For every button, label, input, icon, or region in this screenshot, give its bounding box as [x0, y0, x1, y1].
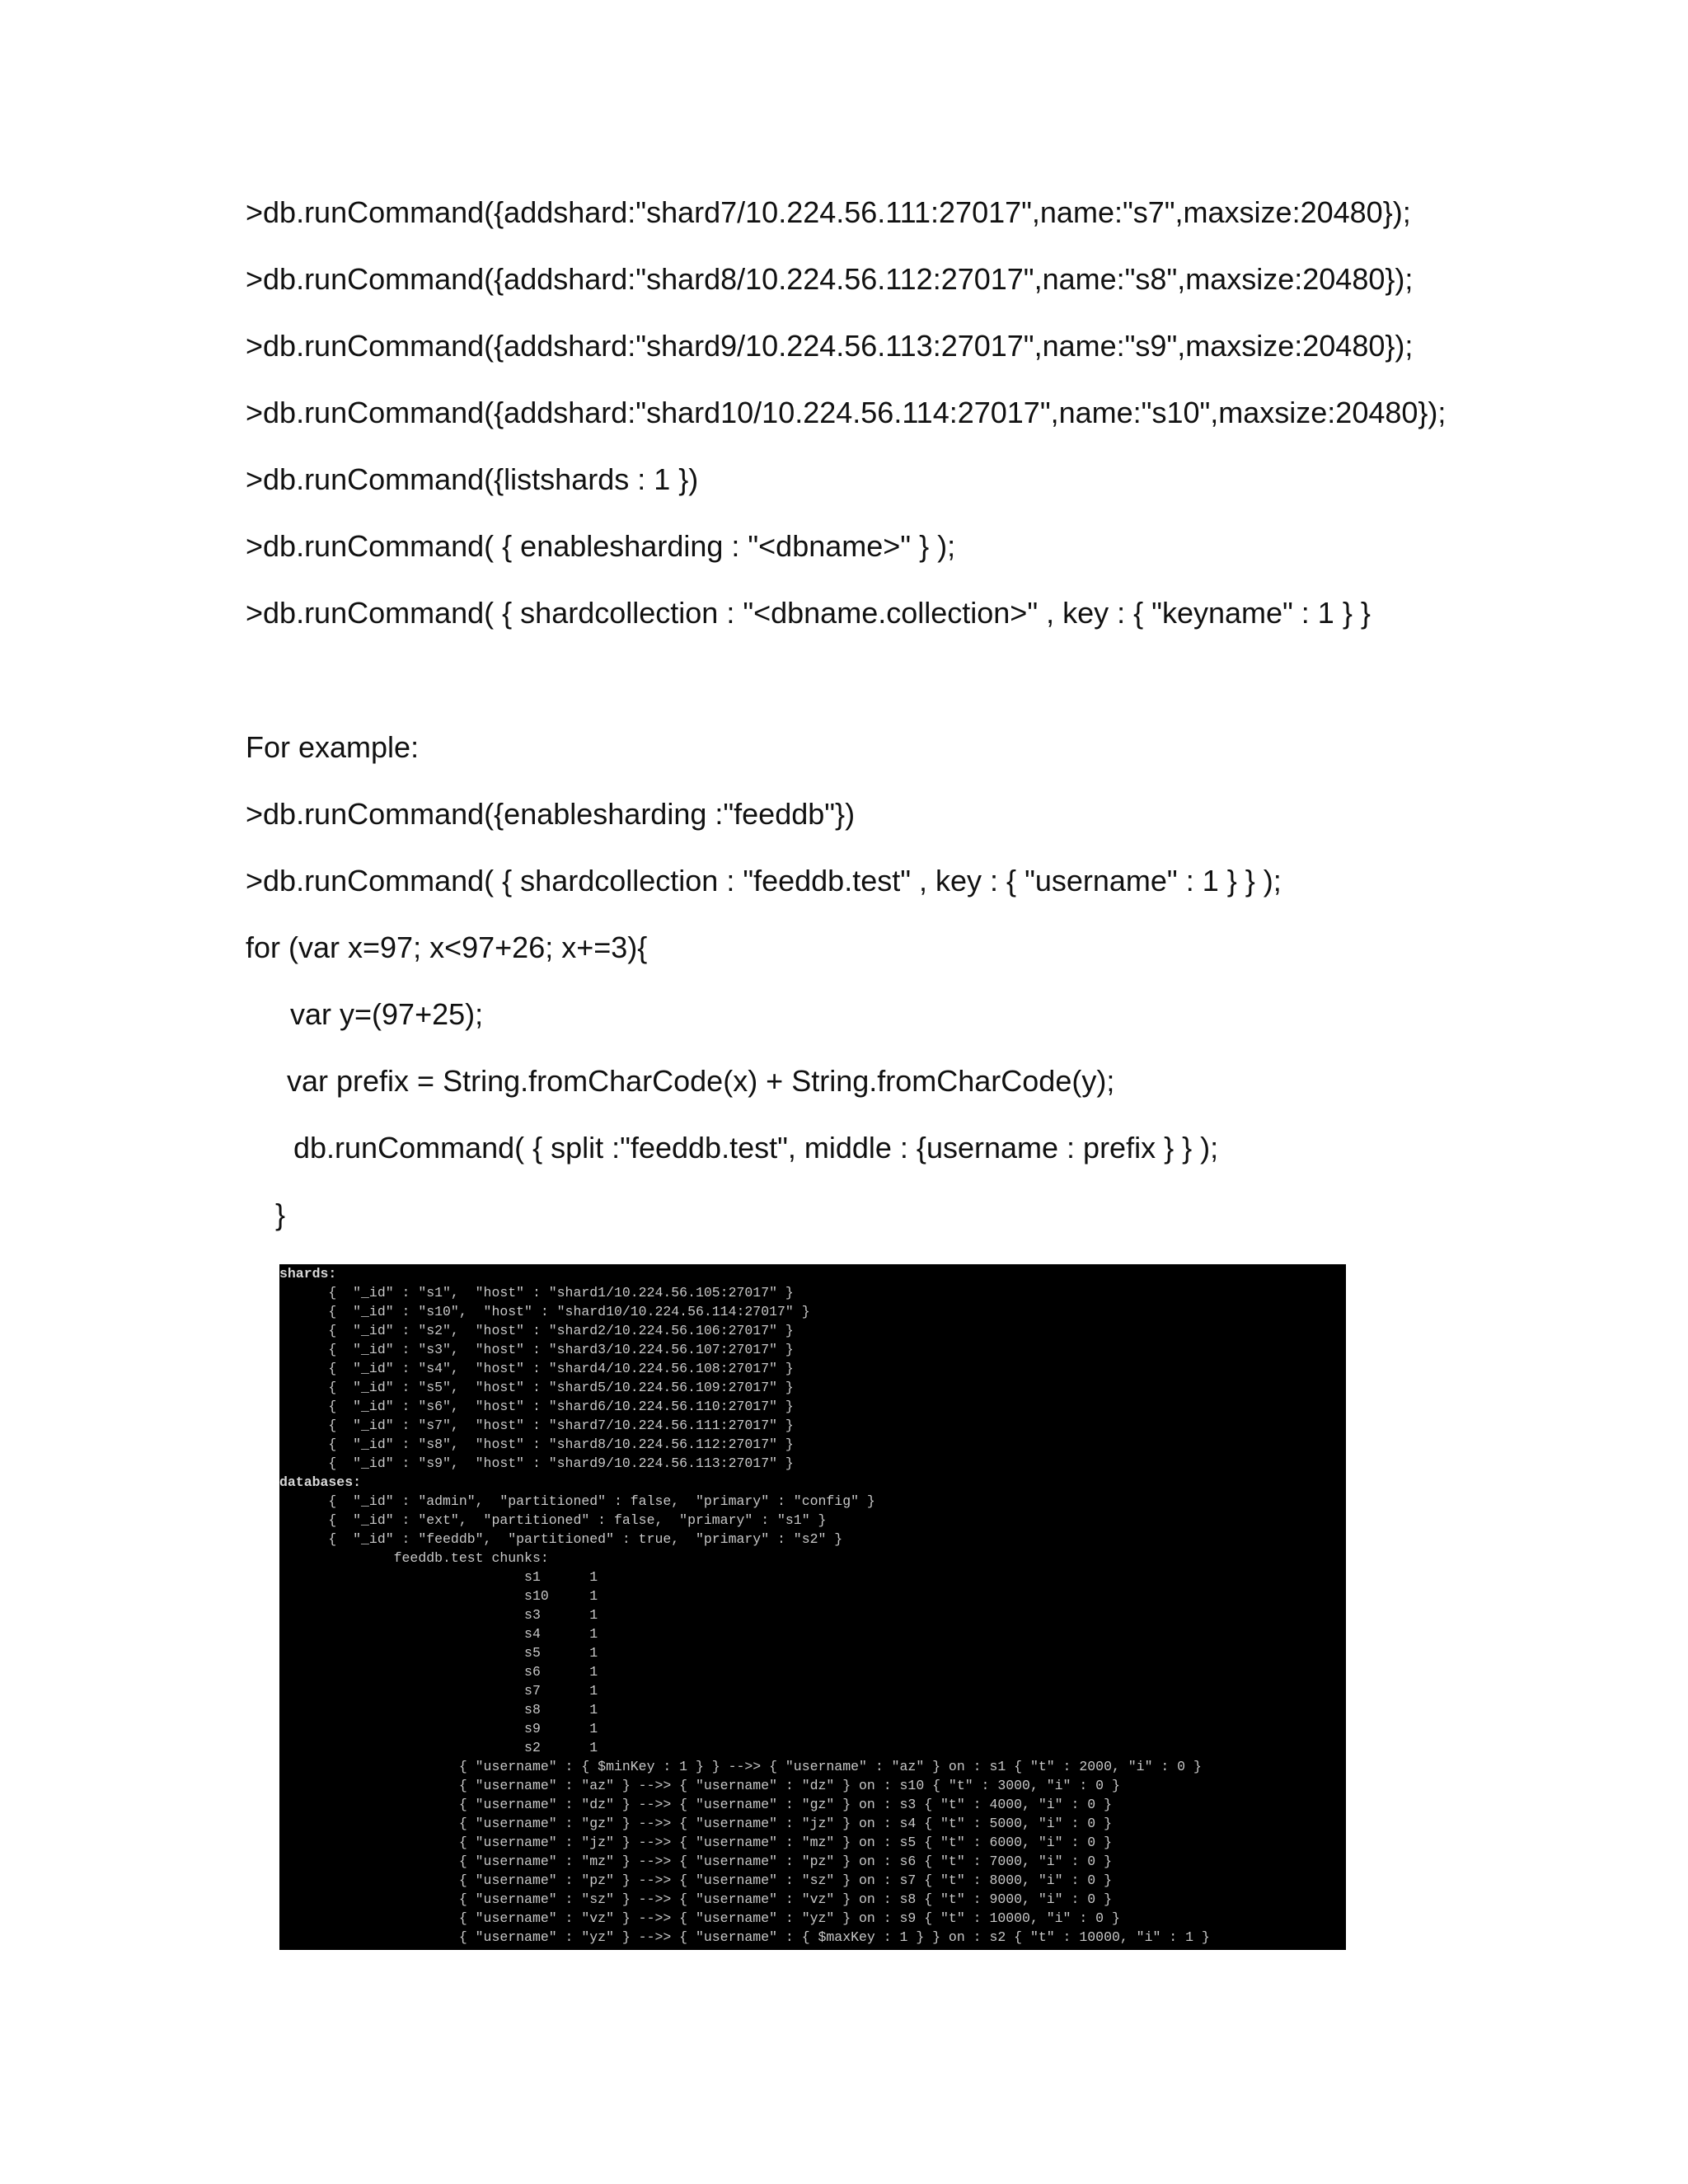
terminal-output [279, 1264, 1346, 1950]
code-line-enablesharding: >db.runCommand( { enablesharding : "<dbname>" } ); [246, 529, 956, 563]
code-line-shardcollection: >db.runCommand( { shardcollection : "<dbname.collection>" , key : { "keyname" : 1 } } [246, 596, 1371, 630]
code-line-enablesharding-feeddb: >db.runCommand({enablesharding :"feeddb"}) [246, 797, 856, 831]
code-line-var-y: var y=(97+25); [290, 997, 484, 1031]
terminal-line: { "_id" : "s10", "host" : "shard10/10.224.56.114:27017" } [279, 1304, 810, 1319]
terminal-line: databases: [279, 1474, 362, 1490]
terminal-line: { "_id" : "s6", "host" : "shard6/10.224.56.110:27017" } [279, 1399, 794, 1414]
code-line-var-prefix: var prefix = String.fromCharCode(x) + String.fromCharCode(y); [287, 1064, 1115, 1098]
terminal-line: { "_id" : "ext", "partitioned" : false, "primary" : "s1" } [279, 1512, 827, 1528]
code-line-closing-brace: } [275, 1197, 286, 1231]
terminal-line: s6 1 [279, 1664, 598, 1680]
terminal-line: { "_id" : "s8", "host" : "shard8/10.224.56.112:27017" } [279, 1436, 794, 1452]
terminal-line: shards: [279, 1266, 337, 1282]
terminal-line: { "username" : "vz" } -->> { "username" : "yz" } on : s9 { "t" : 10000, "i" : 0 } [279, 1910, 1120, 1926]
terminal-line: feeddb.test chunks: [279, 1550, 549, 1566]
terminal-line: { "username" : "jz" } -->> { "username" : "mz" } on : s5 { "t" : 6000, "i" : 0 } [279, 1835, 1112, 1850]
terminal-line: { "_id" : "s1", "host" : "shard1/10.224.56.105:27017" } [279, 1285, 794, 1301]
code-line-addshard-s7: >db.runCommand({addshard:"shard7/10.224.56.111:27017",name:"s7",maxsize:20480}); [246, 195, 1411, 229]
terminal-line: { "_id" : "feeddb", "partitioned" : true, "primary" : "s2" } [279, 1531, 843, 1547]
code-line-split: db.runCommand( { split :"feeddb.test", middle : {username : prefix } } ); [293, 1131, 1219, 1165]
terminal-line: { "username" : { $minKey : 1 } } -->> { "username" : "az" } on : s1 { "t" : 2000, "i" : 0 } [279, 1759, 1202, 1774]
terminal-line: s3 1 [279, 1607, 598, 1623]
terminal-line: { "username" : "dz" } -->> { "username" : "gz" } on : s3 { "t" : 4000, "i" : 0 } [279, 1797, 1112, 1812]
terminal-line: { "username" : "yz" } -->> { "username" : { $maxKey : 1 } } on : s2 { "t" : 10000, "i" : 1 } [279, 1929, 1210, 1945]
example-heading: For example: [246, 730, 420, 764]
code-line-for-loop: for (var x=97; x<97+26; x+=3){ [246, 930, 648, 964]
code-line-shardcollection-feeddb: >db.runCommand( { shardcollection : "feeddb.test" , key : { "username" : 1 } } ); [246, 864, 1282, 898]
terminal-line: { "_id" : "s7", "host" : "shard7/10.224.56.111:27017" } [279, 1418, 794, 1433]
terminal-line: { "_id" : "s9", "host" : "shard9/10.224.56.113:27017" } [279, 1455, 794, 1471]
terminal-line: s10 1 [279, 1588, 598, 1604]
code-line-listshards: >db.runCommand({listshards : 1 }) [246, 462, 699, 496]
terminal-line: { "username" : "pz" } -->> { "username" : "sz" } on : s7 { "t" : 8000, "i" : 0 } [279, 1872, 1112, 1888]
terminal-line: { "username" : "gz" } -->> { "username" : "jz" } on : s4 { "t" : 5000, "i" : 0 } [279, 1816, 1112, 1831]
terminal-line: { "_id" : "admin", "partitioned" : false, "primary" : "config" } [279, 1493, 875, 1509]
terminal-line: { "username" : "az" } -->> { "username" : "dz" } on : s10 { "t" : 3000, "i" : 0 } [279, 1778, 1120, 1793]
code-line-addshard-s9: >db.runCommand({addshard:"shard9/10.224.56.113:27017",name:"s9",maxsize:20480}); [246, 329, 1414, 363]
terminal-line: s4 1 [279, 1626, 598, 1642]
code-line-addshard-s10: >db.runCommand({addshard:"shard10/10.224.56.114:27017",name:"s10",maxsize:20480}); [246, 396, 1447, 429]
code-line-addshard-s8: >db.runCommand({addshard:"shard8/10.224.56.112:27017",name:"s8",maxsize:20480}); [246, 262, 1414, 296]
terminal-line: s8 1 [279, 1702, 598, 1718]
terminal-line: s9 1 [279, 1721, 598, 1736]
terminal-line: { "_id" : "s4", "host" : "shard4/10.224.56.108:27017" } [279, 1361, 794, 1376]
terminal-line: { "username" : "mz" } -->> { "username" : "pz" } on : s6 { "t" : 7000, "i" : 0 } [279, 1854, 1112, 1869]
terminal-line: { "_id" : "s2", "host" : "shard2/10.224.56.106:27017" } [279, 1323, 794, 1338]
terminal-line: s7 1 [279, 1683, 598, 1699]
terminal-line: { "_id" : "s5", "host" : "shard5/10.224.56.109:27017" } [279, 1380, 794, 1395]
terminal-line: s5 1 [279, 1645, 598, 1661]
terminal-line: s2 1 [279, 1740, 598, 1755]
terminal-line: s1 1 [279, 1569, 598, 1585]
terminal-line: { "_id" : "s3", "host" : "shard3/10.224.56.107:27017" } [279, 1342, 794, 1357]
terminal-line: { "username" : "sz" } -->> { "username" : "vz" } on : s8 { "t" : 9000, "i" : 0 } [279, 1891, 1112, 1907]
